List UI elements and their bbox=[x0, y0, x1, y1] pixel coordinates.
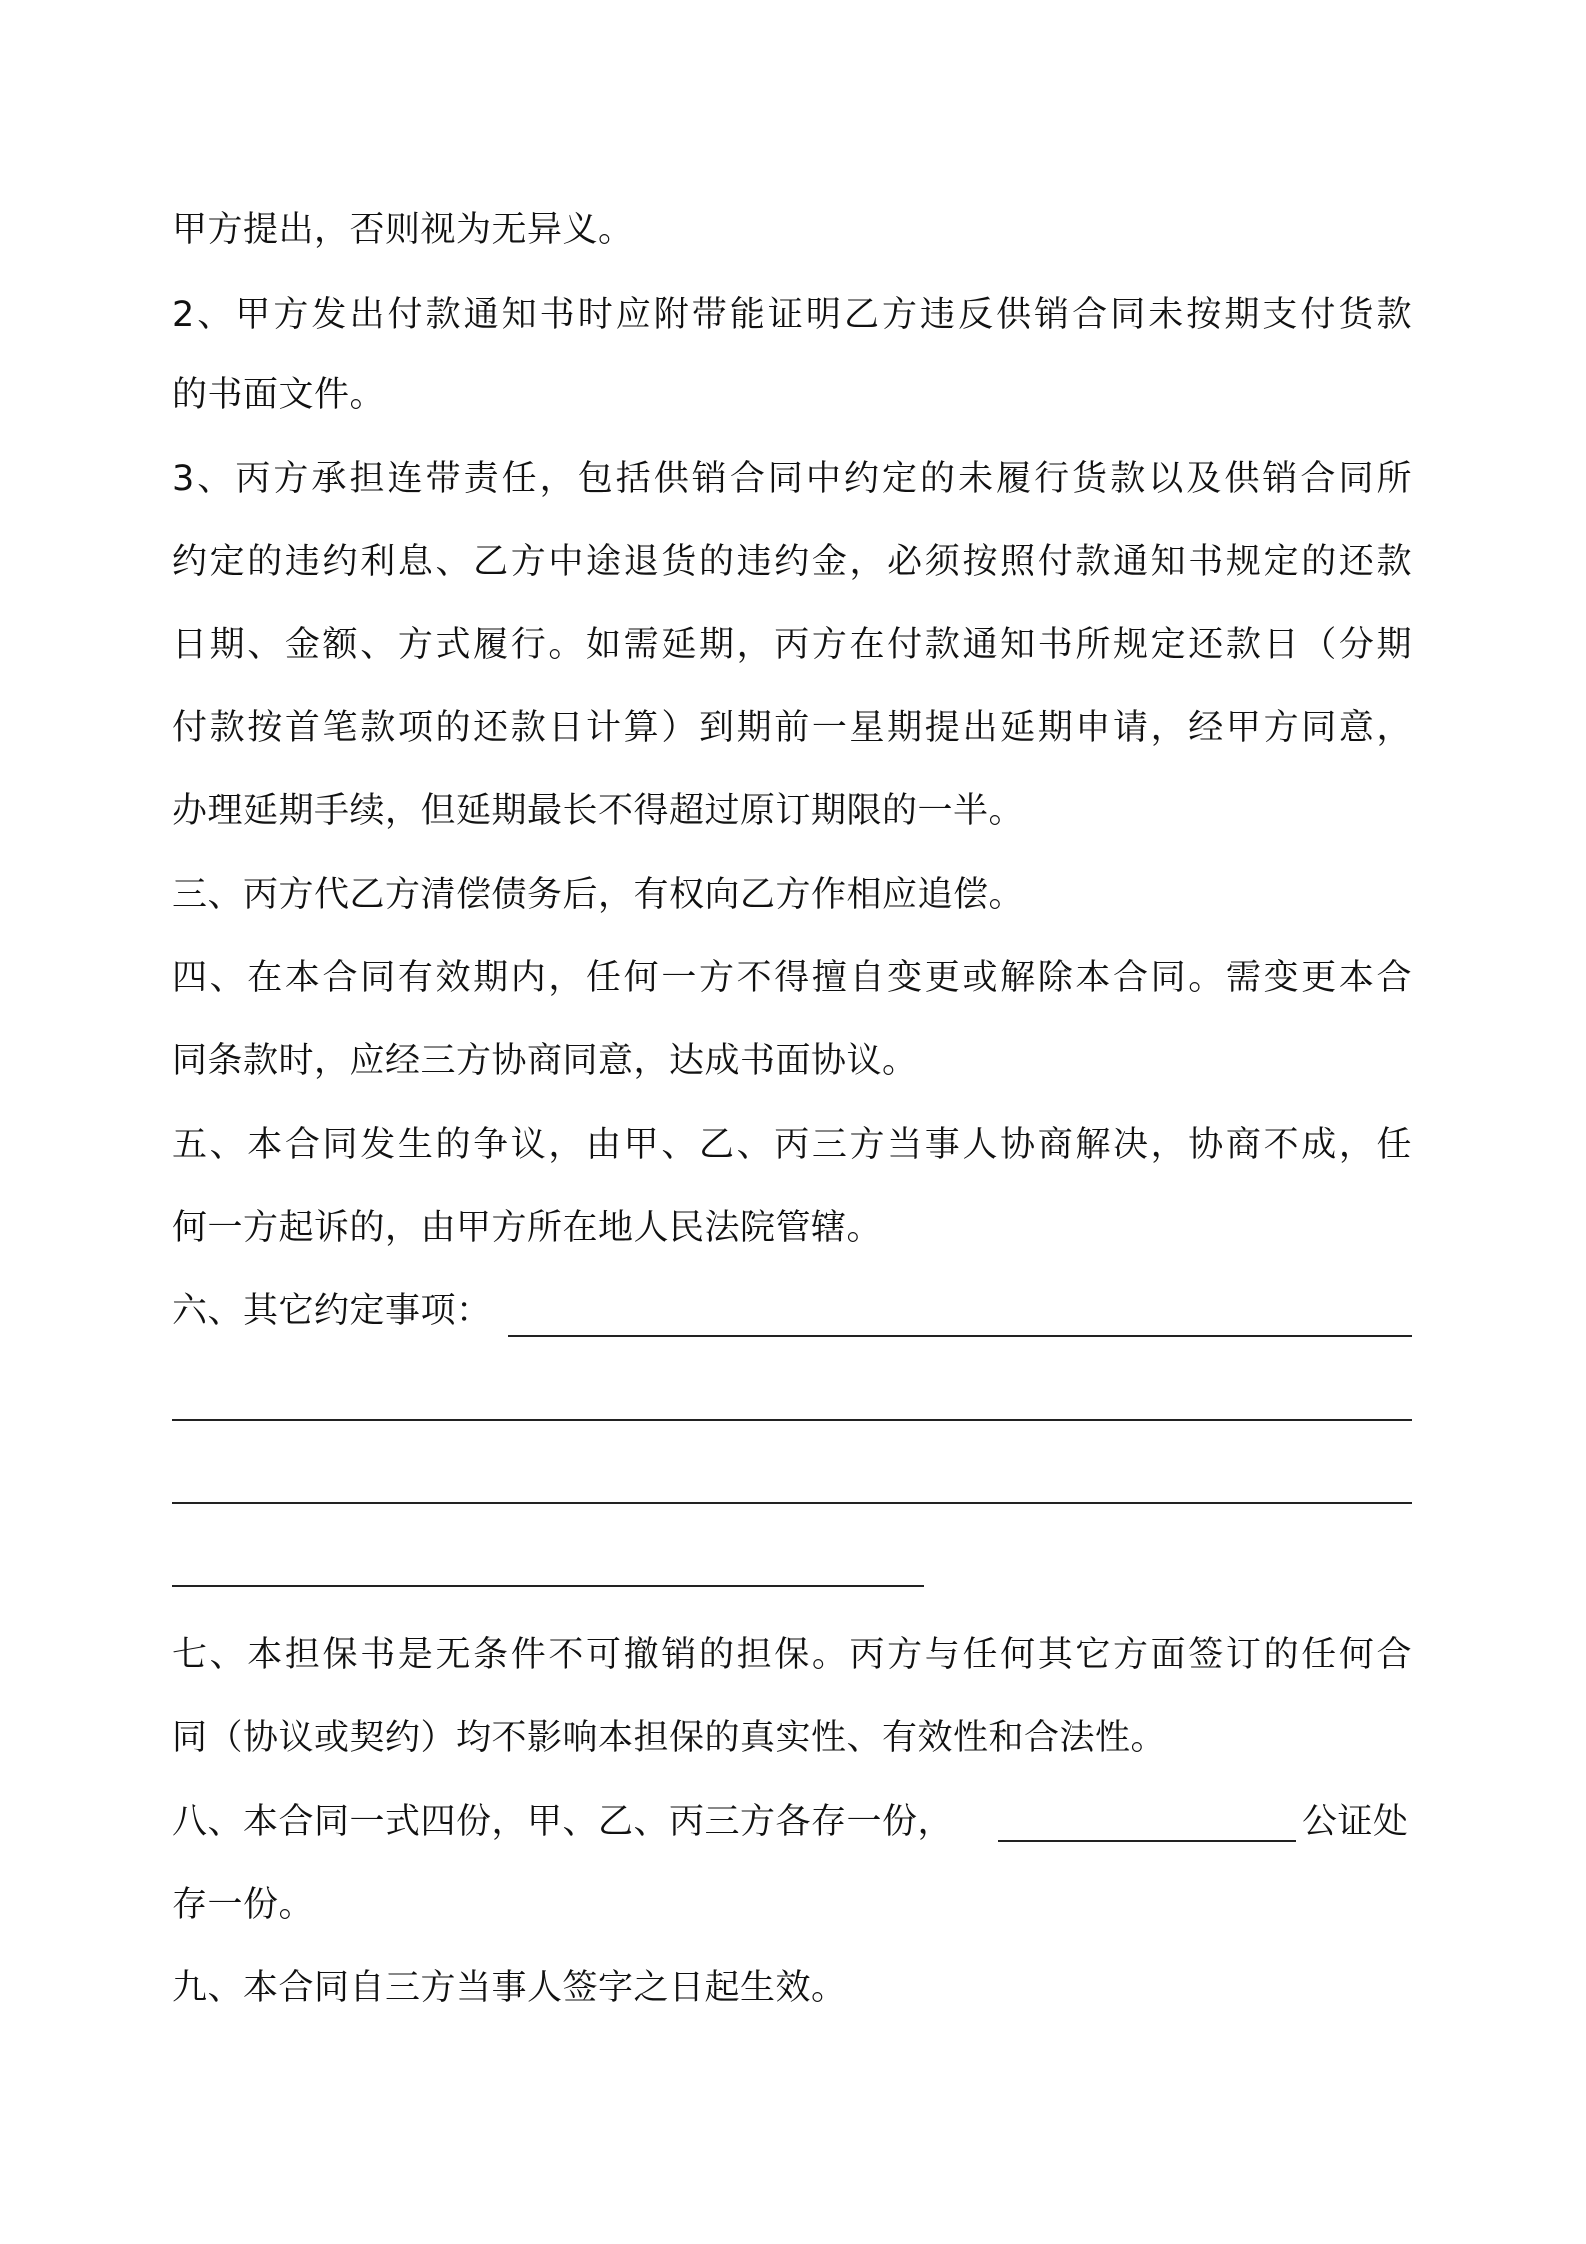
blank-underline bbox=[998, 1840, 1296, 1842]
text-line: 八、本合同一式四份，甲、乙、丙三方各存一份， bbox=[172, 1802, 954, 1842]
text-line: 六、其它约定事项： bbox=[172, 1291, 492, 1331]
blank-underline bbox=[172, 1419, 1412, 1421]
text-line: 何一方起诉的，由甲方所在地人民法院管辖。 bbox=[172, 1208, 883, 1248]
text-line: 同（协议或契约）均不影响本担保的真实性、有效性和合法性。 bbox=[172, 1718, 1167, 1758]
text-line: 存一份。 bbox=[172, 1885, 315, 1925]
text-line: 同条款时，应经三方协商同意，达成书面协议。 bbox=[172, 1041, 918, 1081]
blank-underline bbox=[508, 1335, 1412, 1337]
text-line: 九、本合同自三方当事人签字之日起生效。 bbox=[172, 1968, 847, 2008]
text-line: 日期、金额、方式履行。如需延期，丙方在付款通知书所规定还款日（分期 bbox=[172, 625, 1412, 665]
text-line: 办理延期手续，但延期最长不得超过原订期限的一半。 bbox=[172, 791, 1025, 831]
text-line: 2、甲方发出付款通知书时应附带能证明乙方违反供销合同未按期支付货款 bbox=[172, 295, 1412, 335]
text-line: 五、本合同发生的争议，由甲、乙、丙三方当事人协商解决，协商不成，任 bbox=[172, 1125, 1412, 1165]
text-line: 公证处 bbox=[1302, 1802, 1409, 1842]
text-line: 的书面文件。 bbox=[172, 375, 386, 415]
text-line: 七、本担保书是无条件不可撤销的担保。丙方与任何其它方面签订的任何合 bbox=[172, 1635, 1412, 1675]
blank-underline bbox=[172, 1585, 924, 1587]
text-line: 三、丙方代乙方清偿债务后，有权向乙方作相应追偿。 bbox=[172, 875, 1025, 915]
text-line: 付款按首笔款项的还款日计算）到期前一星期提出延期申请，经甲方同意， bbox=[172, 708, 1412, 748]
text-line: 约定的违约利息、乙方中途退货的违约金，必须按照付款通知书规定的还款 bbox=[172, 542, 1412, 582]
text-line: 甲方提出，否则视为无异义。 bbox=[172, 210, 634, 250]
text-line: 3、丙方承担连带责任，包括供销合同中约定的未履行货款以及供销合同所 bbox=[172, 459, 1412, 499]
text-line: 四、在本合同有效期内，任何一方不得擅自变更或解除本合同。需变更本合 bbox=[172, 958, 1412, 998]
blank-underline bbox=[172, 1502, 1412, 1504]
